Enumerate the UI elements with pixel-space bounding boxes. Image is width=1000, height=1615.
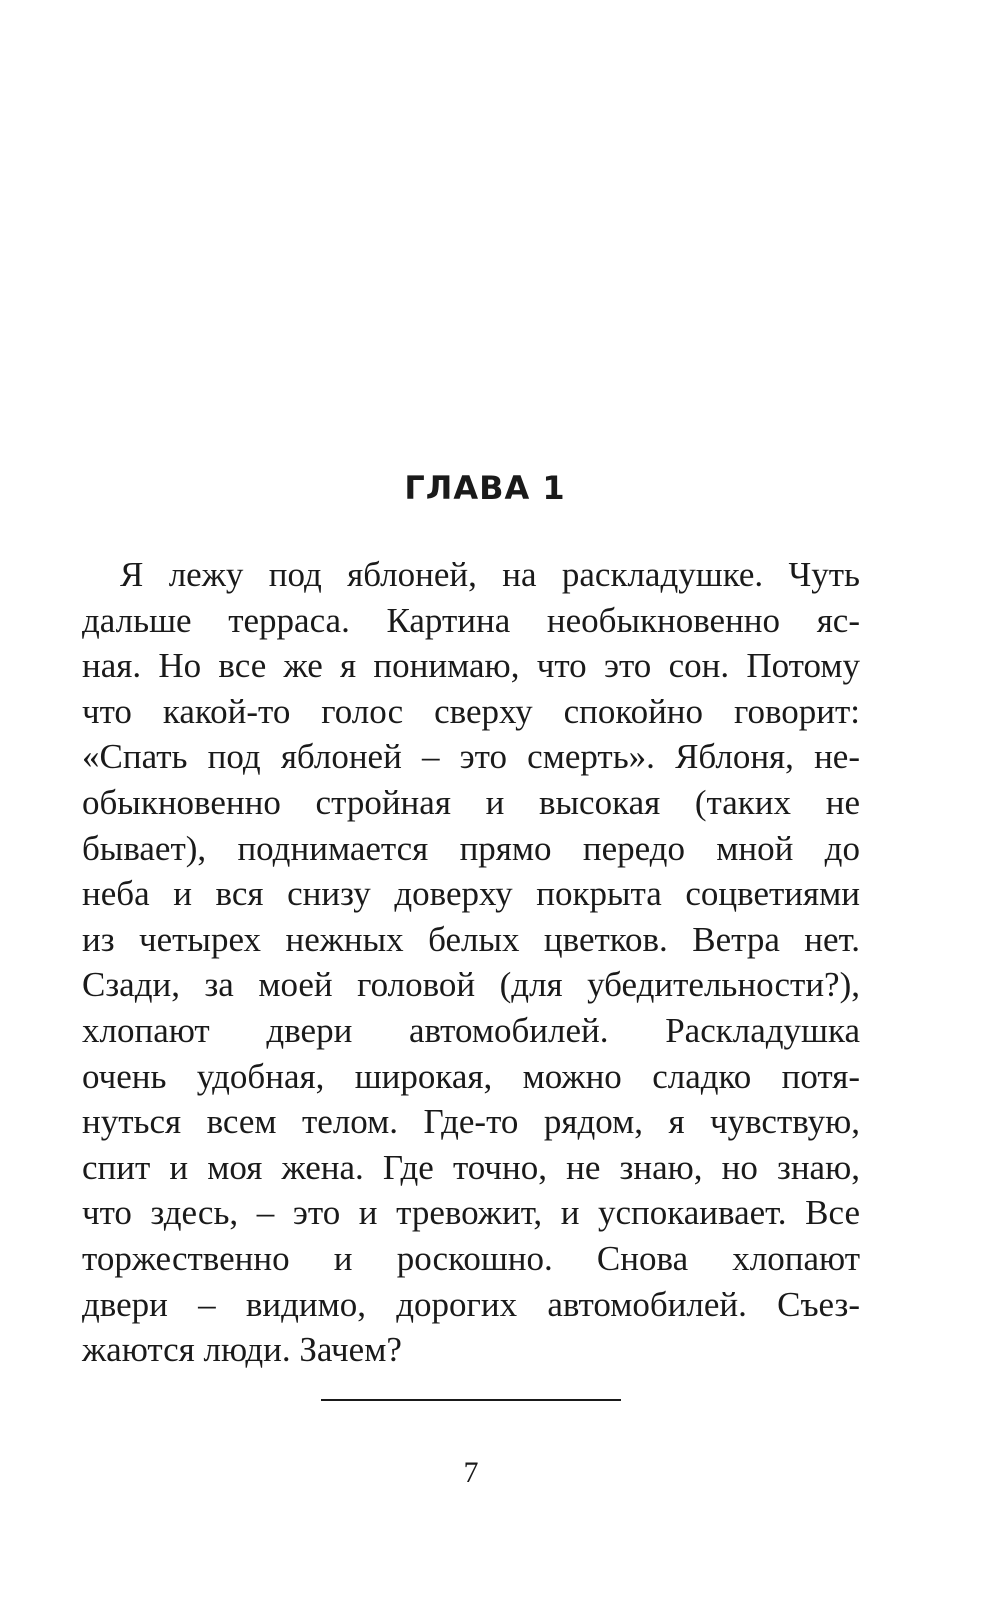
text-line: из четырех нежных белых цветков. Ветра нет. xyxy=(82,919,860,959)
text-line: бывает), поднимается прямо передо мной до xyxy=(82,828,860,868)
text-line: что здесь, – это и тревожит, и успокаивает. Все xyxy=(82,1193,860,1233)
text-line: торжественно и роскошно. Снова хлопают xyxy=(82,1238,860,1278)
text-line: «Спать под яблоней – это смерть». Яблоня, не- xyxy=(82,737,860,777)
text-line: Сзади, за моей головой (для убедительности?), xyxy=(82,965,860,1005)
chapter-paragraph xyxy=(82,552,860,1373)
text-line: Я лежу под яблоней, на раскладушке. Чуть xyxy=(120,555,860,594)
text-line: неба и вся снизу доверху покрыта соцветиями xyxy=(82,874,860,914)
page-number: 7 xyxy=(463,1456,479,1489)
text-line: очень удобная, широкая, можно сладко потя- xyxy=(82,1056,860,1096)
text-line: дальше терраса. Картина необыкновенно яс- xyxy=(82,600,860,640)
text-line: жаются люди. Зачем? xyxy=(82,1330,402,1370)
section-divider xyxy=(321,1399,621,1401)
text-line: обыкновенно стройная и высокая (таких не xyxy=(82,782,860,822)
chapter-title: ГЛАВА 1 xyxy=(404,469,566,507)
text-line: двери – видимо, дорогих автомобилей. Съез- xyxy=(82,1284,860,1324)
text-line: хлопают двери автомобилей. Раскладушка xyxy=(82,1010,860,1050)
text-line: ная. Но все же я понимаю, что это сон. Потому xyxy=(82,646,860,686)
text-line: что какой-то голос сверху спокойно говорит: xyxy=(82,691,860,731)
text-line: нуться всем телом. Где-то рядом, я чувствую, xyxy=(82,1102,860,1142)
text-line: спит и моя жена. Где точно, не знаю, но знаю, xyxy=(82,1147,860,1187)
